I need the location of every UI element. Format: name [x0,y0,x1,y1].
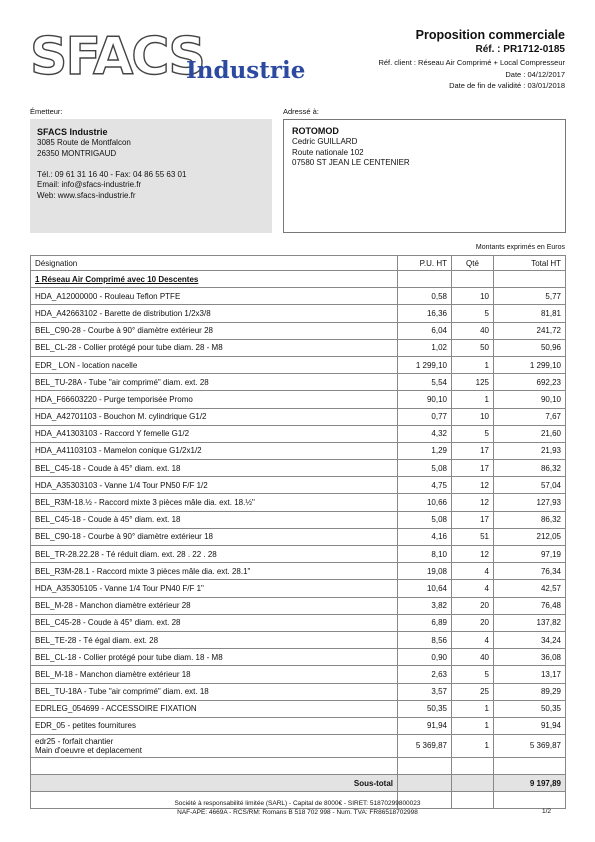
item-designation: HDA_A35303103 - Vanne 1/4 Tour PN50 F/F 1/2 [31,477,398,494]
subtotal-row [31,775,566,792]
client-ref: Réf. client : Réseau Air Comprimé + Local Compresseur [378,58,565,67]
item-unit-price: 3,57 [398,683,452,700]
table-row [31,683,566,700]
table-row [31,614,566,631]
section-title: 1 Réseau Air Comprimé avec 10 Descentes [31,271,398,288]
item-designation: BEL_C90-28 - Courbe à 90° diamètre extérieur 28 [31,322,398,339]
item-total: 127,93 [494,494,566,511]
item-designation: HDA_A12000000 - Rouleau Teflon PTFE [31,288,398,305]
item-quantity: 17 [452,511,494,528]
item-designation: BEL_TU-28A - Tube "air comprimé" diam. ext. 28 [31,374,398,391]
logo-brand: SFACS [30,27,204,87]
item-quantity: 5 [452,305,494,322]
validity-date: Date de fin de validité : 03/01/2018 [449,81,565,90]
item-unit-price: 10,66 [398,494,452,511]
empty-cell [31,758,398,775]
empty-cell [494,758,566,775]
item-quantity: 51 [452,528,494,545]
legal-footer [0,799,595,817]
table-row [31,597,566,614]
item-unit-price: 1,02 [398,339,452,356]
item-quantity: 5 [452,425,494,442]
item-designation: BEL_C45-18 - Coude à 45° diam. ext. 18 [31,460,398,477]
emitter-line: Web: www.sfacs-industrie.fr [37,190,136,200]
table-row [31,305,566,322]
item-designation: BEL_R3M-18.½ - Raccord mixte 3 pièces mâle dia. ext. 18.½" [31,494,398,511]
item-unit-price: 5,08 [398,460,452,477]
empty-cell [494,271,566,288]
document-date: Date : 04/12/2017 [505,69,565,79]
item-unit-price: 5,08 [398,511,452,528]
recipient-label: Adressé à: [283,107,319,116]
emitter-line [37,159,265,170]
emitter-label: Émetteur: [30,107,63,116]
item-total: 692,23 [494,374,566,391]
table-row [31,408,566,425]
table-row [31,322,566,339]
item-designation: BEL_C45-28 - Coude à 45° diam. ext. 28 [31,614,398,631]
item-unit-price: 19,08 [398,563,452,580]
item-total: 86,32 [494,511,566,528]
item-designation: BEL_R3M-28.1 - Raccord mixte 3 pièces mâle dia. ext. 28.1" [31,563,398,580]
item-total: 212,05 [494,528,566,545]
item-unit-price: 8,56 [398,631,452,648]
item-unit-price: 4,75 [398,477,452,494]
item-total: 137,82 [494,614,566,631]
table-row [31,374,566,391]
item-quantity: 1 [452,735,494,758]
item-quantity: 12 [452,477,494,494]
company-logo [30,27,320,90]
item-total: 34,24 [494,631,566,648]
table-row [31,477,566,494]
table-row [31,442,566,459]
table-row [31,339,566,356]
item-unit-price: 0,58 [398,288,452,305]
item-quantity: 125 [452,374,494,391]
item-unit-price: 91,94 [398,717,452,734]
recipient-box [283,119,566,233]
item-total: 241,72 [494,322,566,339]
emitter-line: Email: info@sfacs-industrie.fr [37,180,142,189]
table-row [31,717,566,734]
table-row [31,666,566,683]
item-quantity: 20 [452,597,494,614]
item-total: 1 299,10 [494,356,566,373]
item-designation: BEL_TR-28.22.28 - Té réduit diam. ext. 28 . 22 . 28 [31,546,398,563]
item-designation: BEL_C90-18 - Courbe à 90° diamètre extérieur 18 [31,528,398,545]
table-row [31,511,566,528]
item-designation: BEL_TU-18A - Tube "air comprimé" diam. ext. 18 [31,683,398,700]
table-row [31,356,566,373]
item-total: 21,93 [494,442,566,459]
table-row [31,580,566,597]
item-unit-price: 6,04 [398,322,452,339]
table-row [31,460,566,477]
item-unit-price: 2,63 [398,666,452,683]
table-row [31,649,566,666]
item-quantity: 50 [452,339,494,356]
emitter-name: SFACS Industrie [37,127,108,137]
item-designation: BEL_CL-28 - Collier protégé pour tube diam. 28 - M8 [31,339,398,356]
recipient-line: Cedric GUILLARD [292,137,358,146]
footer-line: Société à responsabilité limitée (SARL) - Capital de 8000€ - SIRET: 51870299800023 [174,800,421,807]
item-designation: HDA_A41303103 - Raccord Y femelle G1/2 [31,425,398,442]
subtotal-label: Sous-total [31,775,398,792]
items-table [30,255,566,809]
item-quantity: 25 [452,683,494,700]
item-designation: BEL_C45-18 - Coude à 45° diam. ext. 18 [31,511,398,528]
emitter-line: 26350 MONTRIGAUD [37,148,117,158]
empty-cell [398,271,452,288]
table-row [31,563,566,580]
col-quantity: Qté [452,256,494,271]
item-designation: HDA_A42663102 - Barette de distribution 1/2x3/8 [31,305,398,322]
item-unit-price: 4,16 [398,528,452,545]
table-header-row [31,256,566,271]
spacer-row [31,758,566,775]
item-unit-price: 50,35 [398,700,452,717]
amounts-note: Montants exprimés en Euros [475,244,565,251]
item-unit-price: 16,36 [398,305,452,322]
section-row [31,271,566,288]
item-total: 50,96 [494,339,566,356]
item-total: 76,48 [494,597,566,614]
table-row [31,546,566,563]
recipient-line: Route nationale 102 [292,147,364,157]
item-total: 5,77 [494,288,566,305]
item-quantity: 1 [452,356,494,373]
item-unit-price: 10,64 [398,580,452,597]
item-quantity: 4 [452,631,494,648]
item-unit-price: 90,10 [398,391,452,408]
item-designation: edr25 - forfait chantier Main d'oeuvre et deplacement [31,735,398,758]
emitter-box [30,119,272,233]
item-quantity: 1 [452,717,494,734]
item-total: 86,32 [494,460,566,477]
subtotal-value: 9 197,89 [494,775,566,792]
recipient-line: 07580 ST JEAN LE CENTENIER [292,158,410,167]
item-quantity: 10 [452,288,494,305]
item-total: 13,17 [494,666,566,683]
item-unit-price: 4,32 [398,425,452,442]
item-quantity: 20 [452,614,494,631]
item-unit-price: 1,29 [398,442,452,459]
item-designation: BEL_CL-18 - Collier protégé pour tube diam. 18 - M8 [31,649,398,666]
col-unit-price: P.U. HT [398,256,452,271]
item-total: 50,35 [494,700,566,717]
item-total: 81,81 [494,305,566,322]
item-quantity: 4 [452,580,494,597]
table-row [31,528,566,545]
item-total: 89,29 [494,683,566,700]
item-designation: EDR_ LON - location nacelle [31,356,398,373]
emitter-line: 3085 Route de Montfalcon [37,138,131,147]
item-designation: HDA_A41103103 - Mamelon conique G1/2x1/2 [31,442,398,459]
emitter-line: Tél.: 09 61 31 16 40 - Fax: 04 86 55 63 01 [37,169,187,179]
item-unit-price: 0,90 [398,649,452,666]
item-unit-price: 3,82 [398,597,452,614]
item-designation: HDA_A42701103 - Bouchon M. cylindrique G1/2 [31,408,398,425]
item-total: 76,34 [494,563,566,580]
item-quantity: 40 [452,322,494,339]
item-designation: EDRLEG_054699 - ACCESSOIRE FIXATION [31,700,398,717]
table-row [31,494,566,511]
item-unit-price: 5,54 [398,374,452,391]
item-quantity: 4 [452,563,494,580]
item-designation: BEL_M-18 - Manchon diamètre extérieur 18 [31,666,398,683]
table-row [31,288,566,305]
table-row [31,631,566,648]
item-total: 91,94 [494,717,566,734]
page-number: 1/2 [541,808,551,815]
item-total: 90,10 [494,391,566,408]
table-row [31,391,566,408]
col-designation: Désignation [31,256,398,271]
footer-line: NAF-APE: 4669A - RCS/RM: Romans B 518 702 998 - Num. TVA: FR86518702998 [177,809,418,816]
item-total: 42,57 [494,580,566,597]
item-total: 36,08 [494,649,566,666]
logo-suffix: Industrie [186,57,306,84]
item-quantity: 5 [452,666,494,683]
empty-cell [398,758,452,775]
empty-cell [398,775,452,792]
document-ref: Réf. : PR1712-0185 [475,44,565,55]
table-row [31,425,566,442]
item-unit-price: 8,10 [398,546,452,563]
item-quantity: 12 [452,494,494,511]
table-row [31,735,566,758]
item-quantity: 40 [452,649,494,666]
document-title: Proposition commerciale [415,28,565,42]
item-unit-price: 1 299,10 [398,356,452,373]
empty-cell [452,758,494,775]
item-designation: BEL_M-28 - Manchon diamètre extérieur 28 [31,597,398,614]
document-header [378,28,565,92]
item-total: 57,04 [494,477,566,494]
item-total: 7,67 [494,408,566,425]
item-quantity: 1 [452,700,494,717]
item-quantity: 17 [452,442,494,459]
col-total: Total HT [494,256,566,271]
item-unit-price: 0,77 [398,408,452,425]
item-designation: HDA_F66603220 - Purge temporisée Promo [31,391,398,408]
item-total: 5 369,87 [494,735,566,758]
item-designation: EDR_05 - petites fournitures [31,717,398,734]
empty-cell [452,775,494,792]
empty-cell [452,271,494,288]
item-quantity: 1 [452,391,494,408]
item-quantity: 10 [452,408,494,425]
recipient-name: ROTOMOD [292,126,339,136]
item-unit-price: 5 369,87 [398,735,452,758]
item-unit-price: 6,89 [398,614,452,631]
item-total: 97,19 [494,546,566,563]
table-row [31,700,566,717]
item-quantity: 12 [452,546,494,563]
item-quantity: 17 [452,460,494,477]
item-total: 21,60 [494,425,566,442]
item-designation: BEL_TE-28 - Té égal diam. ext. 28 [31,631,398,648]
item-designation: HDA_A35305105 - Vanne 1/4 Tour PN40 F/F 1" [31,580,398,597]
